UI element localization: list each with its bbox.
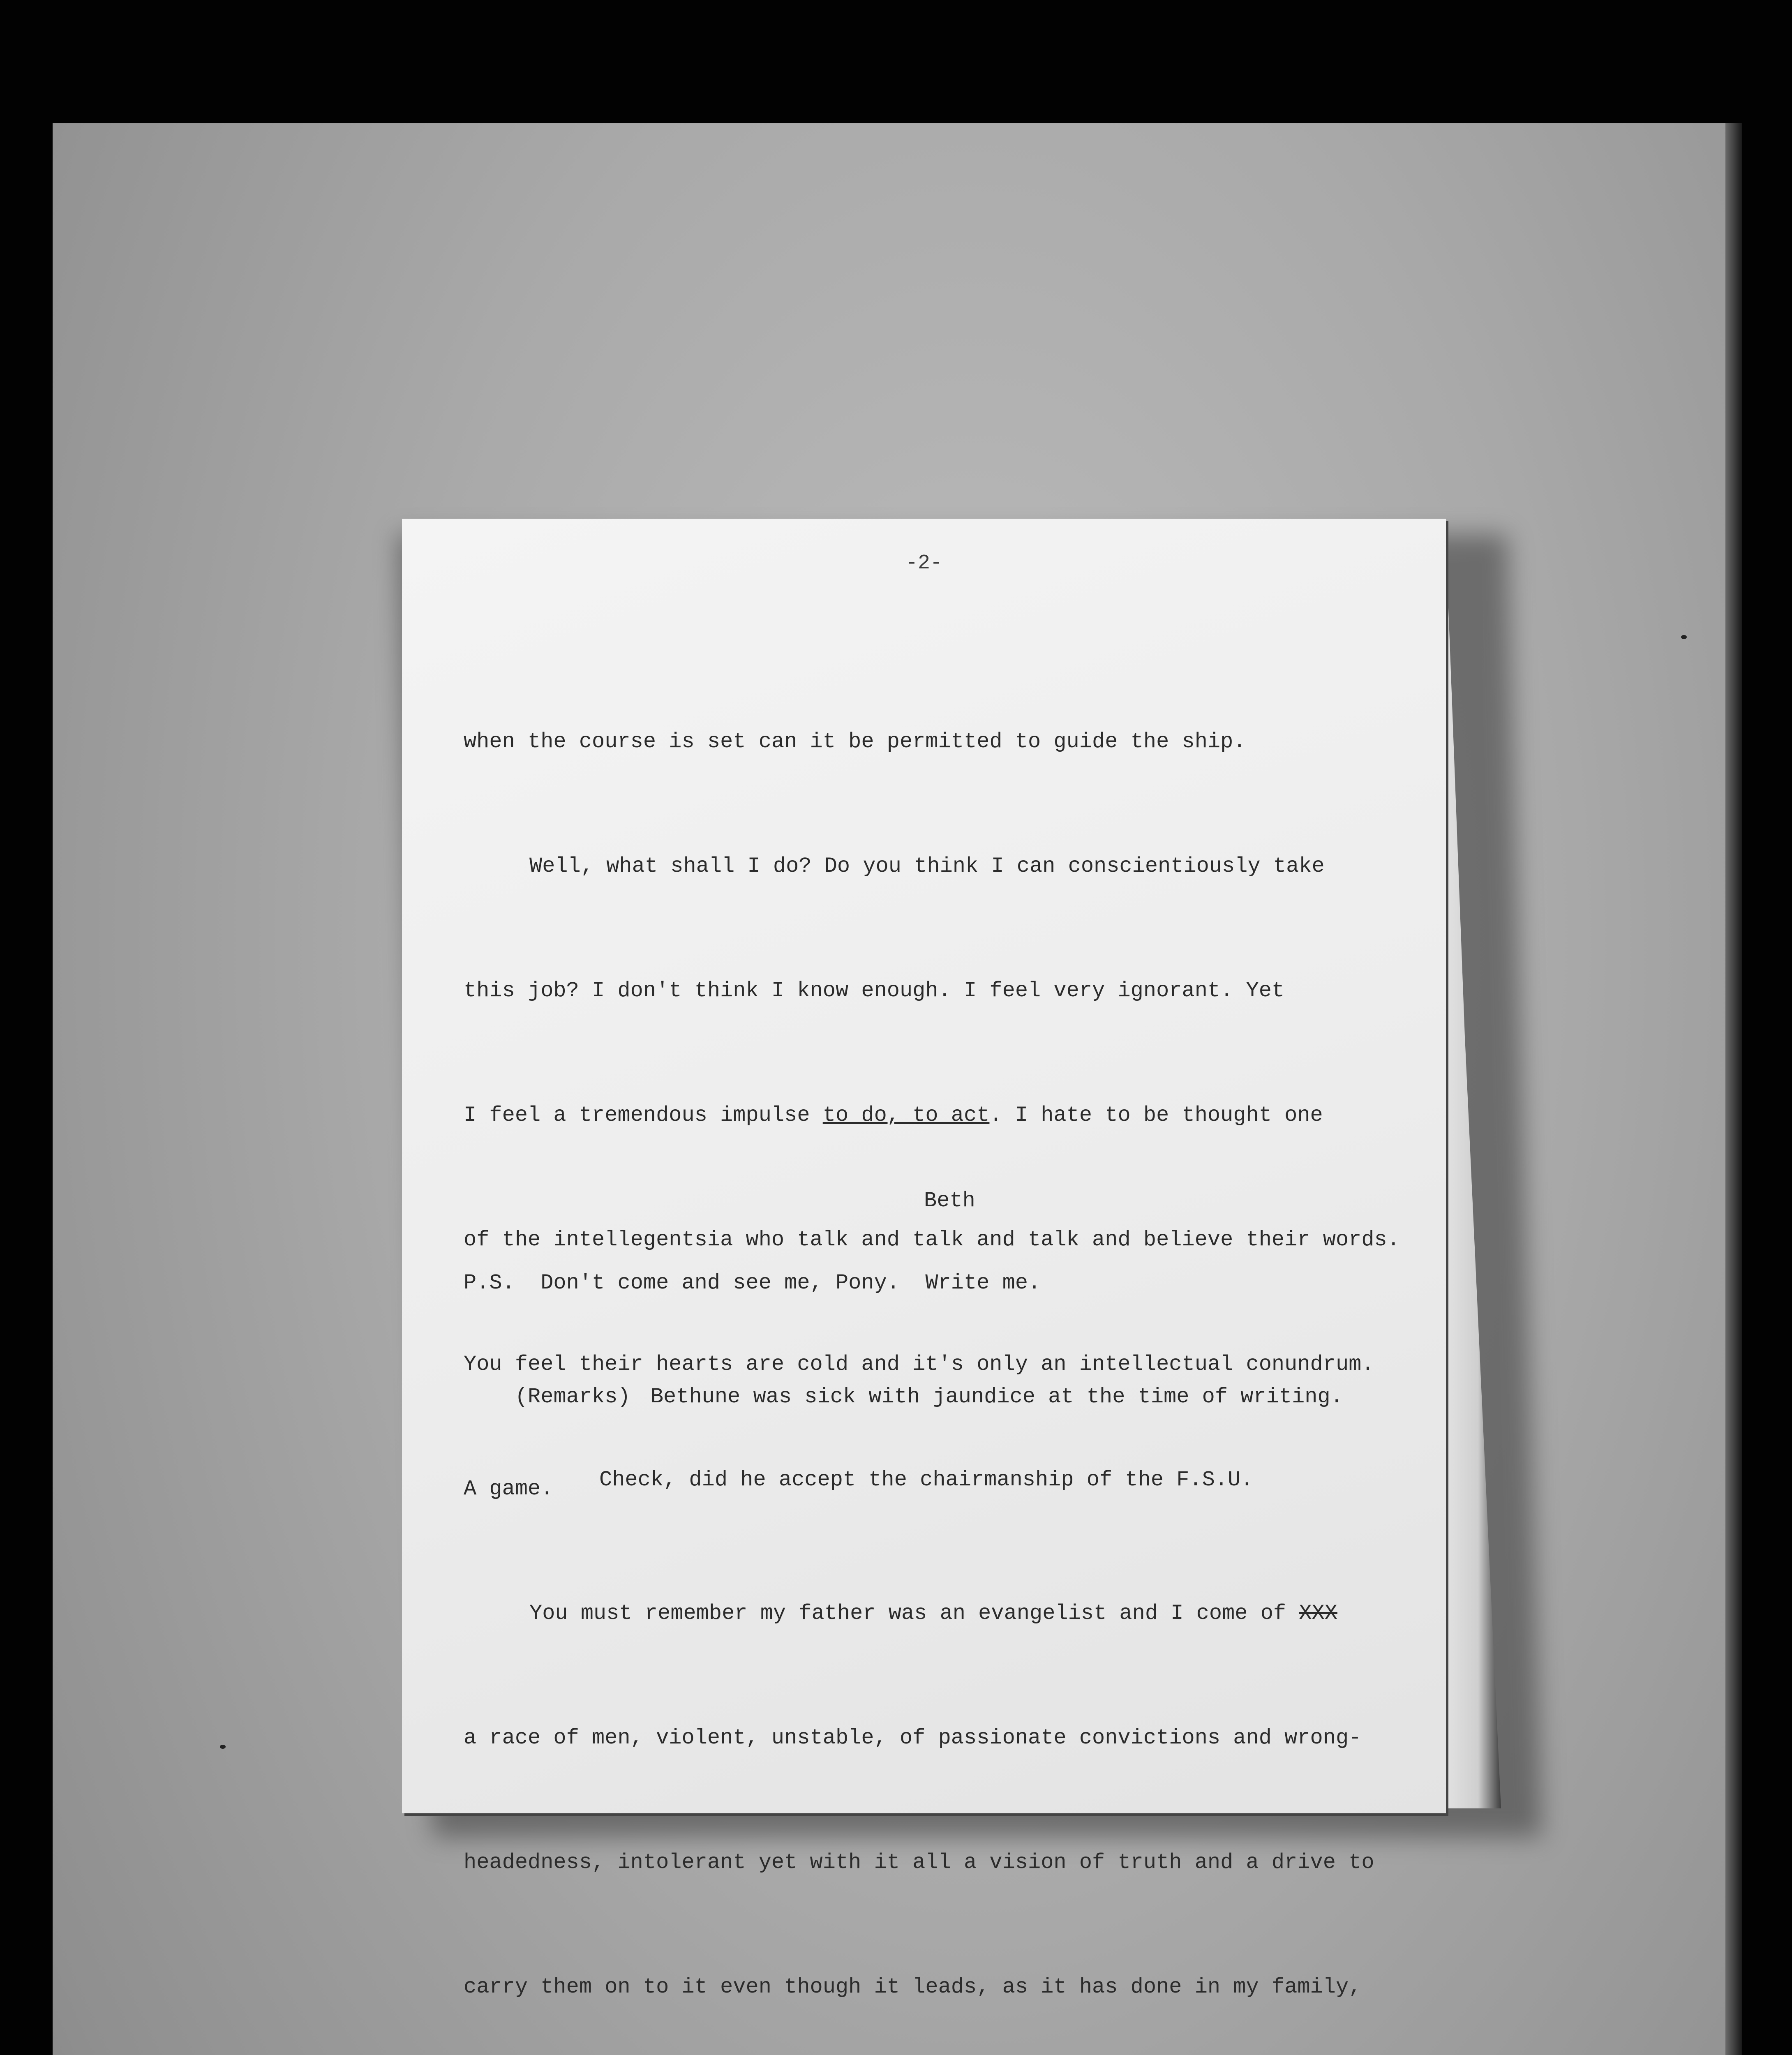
text-line: headedness, intolerant yet with it all a vision of truth and a drive to: [464, 1850, 1374, 1875]
underlined-phrase: to do, to act: [822, 1103, 990, 1127]
text-line: You feel their hearts are cold and it's only an intellectual conundrum.: [464, 1352, 1374, 1376]
text-line: Well, what shall I do? Do you think I can conscientiously take: [529, 854, 1325, 878]
remarks-block: [464, 1335, 1343, 1584]
remarks-text: Bethune was sick with jaundice at the time of writing.: [650, 1385, 1343, 1409]
text-line: a race of men, violent, unstable, of passionate convictions and wrong-: [464, 1726, 1362, 1750]
postscript: P.S. Don't come and see me, Pony. Write me.: [464, 1271, 1041, 1295]
text-line: of the intellegentsia who talk and talk and talk and believe their words.: [464, 1228, 1400, 1252]
film-speck: [220, 1745, 226, 1749]
remarks-label: (Remarks): [515, 1385, 630, 1409]
signature: Beth: [924, 1189, 975, 1213]
mount-board-edge: [1725, 123, 1742, 2055]
remarks-text: Check, did he accept the chairmanship of the F.S.U.: [599, 1468, 1254, 1492]
film-speck: [1681, 635, 1687, 639]
text-segment: You must remember my father was an evangelist and I come of: [529, 1601, 1299, 1626]
remarks-first-line: [515, 1385, 1343, 1409]
page-number: -2-: [905, 552, 942, 575]
text-line: A game.: [464, 1477, 554, 1501]
text-line: [464, 1593, 1450, 1634]
text-segment: . I hate to be thought one: [989, 1103, 1323, 1127]
text-segment: I feel a tremendous impulse: [464, 1103, 823, 1127]
text-line: [464, 1094, 1450, 1136]
text-line: when the course is set can it be permitted to guide the ship.: [464, 730, 1246, 754]
typed-letter-page: [402, 519, 1446, 1999]
text-line: carry them on to it even though it leads, as it has done in my family,: [464, 1975, 1362, 1999]
text-line: this job? I don't think I know enough. I feel very ignorant. Yet: [464, 979, 1285, 1003]
struck-out-text: XXX: [1299, 1601, 1337, 1626]
